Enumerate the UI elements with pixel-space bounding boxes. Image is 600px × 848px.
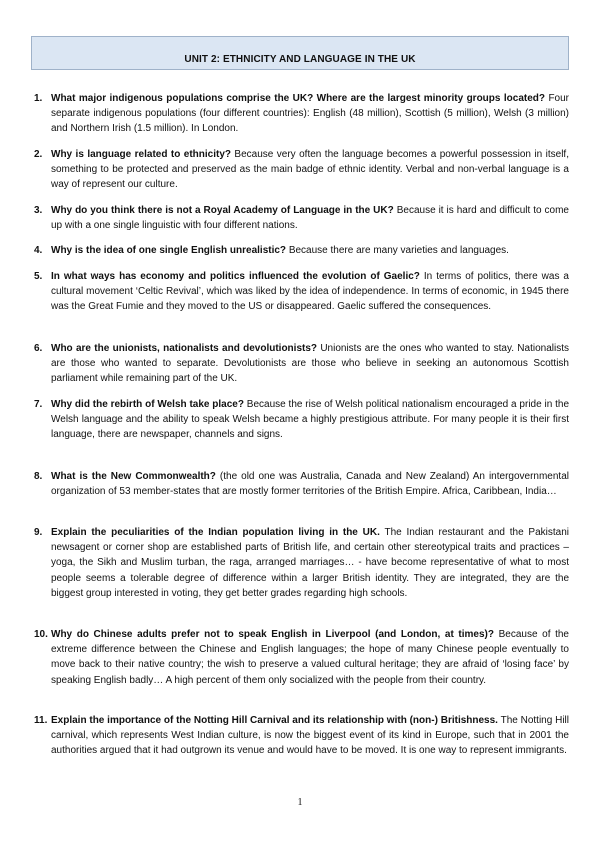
item-question: Why is language related to ethnicity?: [51, 149, 231, 160]
item-question: Why did the rebirth of Welsh take place?: [51, 399, 244, 410]
list-item: [34, 203, 569, 233]
item-number: 3.: [34, 205, 43, 216]
item-number: 2.: [34, 149, 43, 160]
item-answer: Because of the extreme difference between the Chinese and English languages; the hope of many Chinese people eventually to move back to their native country; the wish to preserve a valued cultural heritage; they are afraid of ‘losing face’ by speaking English badly… A high percent of them only socialized with the people from their country.: [51, 629, 569, 686]
item-number: 10.: [34, 629, 48, 640]
item-answer: In terms of politics, there was a cultural movement ‘Celtic Revival’, which was liked by the idea of independence. In terms of economic, in 1945 there was the Great Fumie and they moved to the US or disappeared. Gaelic suffered the consequences.: [51, 271, 569, 313]
item-number: 5.: [34, 271, 43, 282]
item-number: 7.: [34, 399, 43, 410]
item-question: What major indigenous populations comprise the UK? Where are the largest minority groups located?: [51, 93, 546, 104]
list-item: [34, 525, 569, 601]
item-number: 1.: [34, 93, 43, 104]
item-question: Explain the peculiarities of the Indian population living in the UK.: [51, 527, 380, 538]
item-question: Why do Chinese adults prefer not to speak English in Liverpool (and London, at times)?: [51, 629, 494, 640]
item-answer: Unionists are the ones who wanted to stay. Nationalists are those who wanted to separate. Devolutionists are those who believe in seeking an autonomous Scottish parliament while remaining part of the UK.: [51, 343, 569, 385]
item-answer: Four separate indigenous populations (four different countries): English (48 million), Scottish (5 million), Welsh (3 million) and Northern Irish (1.5 million). In London.: [51, 93, 570, 135]
page-number: 1: [297, 797, 303, 808]
item-answer: The Indian restaurant and the Pakistani newsagent or corner shop are established parts of British life, and certain other stereotypical traits and practices – yoga, the Sikh and Muslim turban, the raga, arranged marriages… - have become representative of what to most people seems a tolerable degree of difference within a larger British identity. They are integrated, they are the biggest group interested in voting, they get better grades regarding high schools.: [51, 527, 569, 599]
title-box: [31, 36, 569, 70]
item-number: 9.: [34, 527, 43, 538]
item-answer: Because very often the language becomes a powerful possession in itself, something to be protected and preserved as the main badge of ethnic identity. Verbal and non-verbal language is a way of represent our culture.: [51, 149, 569, 191]
item-question: What is the New Commonwealth?: [51, 471, 216, 482]
item-number: 6.: [34, 343, 43, 354]
list-item: [34, 397, 569, 443]
item-question: Explain the importance of the Notting Hill Carnival and its relationship with (non-) Britishness.: [51, 715, 498, 726]
list-item: [34, 269, 569, 315]
item-answer: Because the rise of Welsh political nationalism encouraged a pride in the Welsh language and the ability to speak Welsh became a highly prestigious attribute. For many people it is their first language, there are newspaper, channels and signs.: [51, 399, 569, 441]
item-answer: The Notting Hill carnival, which represents West Indian culture, is now the biggest event of its kind in Europe, such that in 2001 the authorities argued that it had outgrown its venue and would have to be moved. It is one way to represent immigrants.: [51, 715, 569, 757]
list-item: [34, 713, 569, 759]
list-item: [34, 147, 569, 193]
item-question: Who are the unionists, nationalists and devolutionists?: [51, 343, 318, 354]
list-item: [34, 243, 569, 258]
list-item: [34, 469, 569, 499]
item-number: 8.: [34, 471, 43, 482]
item-answer: Because there are many varieties and languages.: [286, 245, 509, 256]
list-item: [34, 341, 569, 387]
item-answer: (the old one was Australia, Canada and New Zealand) An intergovernmental organization of 53 member-states that are mostly former territories of the British Empire. Africa, Caribbean, India…: [51, 471, 569, 498]
item-question: In what ways has economy and politics influenced the evolution of Gaelic?: [51, 271, 420, 282]
list-item: [34, 627, 569, 688]
item-question: Why do you think there is not a Royal Academy of Language in the UK?: [51, 205, 394, 216]
item-number: 4.: [34, 245, 43, 256]
item-number: 11.: [34, 715, 48, 726]
item-answer: Because it is hard and difficult to come up with a one single linguistic with four different nations.: [51, 205, 569, 232]
item-question: Why is the idea of one single English unrealistic?: [51, 245, 287, 256]
page-title: UNIT 2: ETHNICITY AND LANGUAGE IN THE UK: [184, 54, 416, 65]
list-item: [34, 91, 570, 137]
